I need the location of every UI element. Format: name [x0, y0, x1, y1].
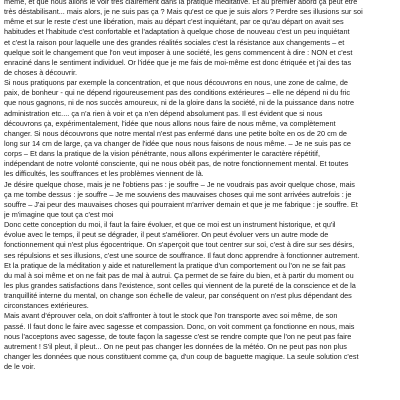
paragraph-line: autrement ! S'il pleut, il pleut... On ne peut pas changer les données de la météo. On ne peut pas non plus — [4, 341, 347, 351]
paragraph-line: je m'imagine que tout ça c'est moi — [4, 209, 114, 219]
paragraph-line: et c'est la raison pour laquelle une des grandes réalités sociales c'est la résistance aux changements – et — [4, 37, 345, 47]
paragraph-line: paix, de bonheur - qui ne dépend rigoureusement pas des conditions extérieures – elle ne dépend ni du fric — [4, 88, 351, 98]
paragraph-line: même et sur le reste c'est une libération, mais au départ c'est inquiétant, par ce qu'au départ on avait ses — [4, 17, 344, 27]
paragraph-line: ça me tombe dessus : je souffre – Je me souviens des mauvaises choses qui me sont arrivées autrefois : je — [4, 189, 352, 199]
paragraph-line: évolue avec le temps, il peut se dégrader, il peut s'améliorer. On peut évoluer vers un autre mode de — [4, 230, 329, 240]
paragraph-line: changer les données que nous constituent comme ça, d'un coup de baguette magique. La seule solution c'est — [4, 351, 359, 361]
paragraph-line: corps – Et dans la pratique de la vision pénétrante, nous allons expérimenter le caractère répétitif, — [4, 149, 320, 159]
paragraph-line: de choses à découvrir. — [4, 67, 78, 77]
paragraph-line: Et la pratique de la méditation y aide et naturellement la pratique d'un comportement ou l'on ne se fait pas — [4, 260, 346, 270]
paragraph-line: indépendant de notre volonté consciente, qui ne nous obéit pas, de notre fonctionnement mental. Et toutes — [4, 159, 349, 169]
paragraph-line: les plus grandes satisfactions dans l'existence, sont celles qui viennent de la pureté de la conscience et de la — [4, 280, 356, 290]
paragraph-line: que nous gagnons, ni de nos succès amoureux, ni de la gloire dans la société, ni de la puissance dans notre — [4, 98, 355, 108]
paragraph-line: de le voir. — [4, 362, 36, 372]
paragraph-line: très déstabilisant... mais alors, je ne suis pas ça ? Mais qu'est ce que je suis alors ? Perdre ses illusions sur soi — [4, 7, 363, 17]
paragraph-line: nous l'acceptons avec sagesse, de toute façon la sagesse c'est se rendre compte que l'on ne peut pas faire — [4, 331, 352, 341]
paragraph-line: administration etc.... ça n'a rien à voir et ça n'en dépend absolument pas. Il est évident que si nous — [4, 108, 323, 118]
paragraph-line: même, et que nous allons le voir très clairement dans la pratique méditative. Et au premier abord ça peut être — [4, 0, 358, 6]
paragraph-line: circonstances extérieures. — [4, 301, 89, 311]
paragraph-line: fonctionnement qui n'est plus égocentrique. On s'aperçoit que tout centrer sur soi, c'est à dire sur ses désirs, — [4, 240, 355, 250]
paragraph-line: enraciné dans le sentiment individuel. Or l'idée que je me fais de moi-même est donc étriquée et j'ai des tas — [4, 57, 352, 67]
paragraph-line: du mal à soi même et on ne fait pas de mal à autrui. Ça permet de se faire du bien, et à partir du moment ou — [4, 270, 354, 280]
paragraph-line: tranquillité interne du mental, on change son échelle de valeur, par conséquent on n'est plus dépendant des — [4, 291, 352, 301]
paragraph-line: Donc cette conception du moi, il faut la faire évoluer, et que ce moi est un instrument historique, et qu'il — [4, 220, 336, 230]
paragraph-line: quelque soit le changement que l'on veut imposer à une société, les gens commencent à dire : NON et c'est — [4, 47, 353, 57]
paragraph-line: changer. Si nous découvrons que notre mental n'est pas enfermé dans une petite boîte en os de 20 cm de — [4, 128, 347, 138]
paragraph-line: souffre – J'ai peur des mauvaises choses qui pourraient m'arriver demain et que je me fabrique : je souffre. Et — [4, 199, 358, 209]
paragraph-line: passé. Il faut donc le faire avec sagesse et compassion. Donc, on voit comment ça fonctionne en nous, mais — [4, 321, 355, 331]
paragraph-line: Je désire quelque chose, mais je ne l'obtiens pas : je souffre – Je ne voudrais pas avoir quelque chose, mais — [4, 179, 355, 189]
paragraph-line: Si nous pratiquons par exemple la concentration, et que nous découvrons en nous, une zone de calme, de — [4, 78, 348, 88]
paragraph-line: les difficultés, les souffrances et les problèmes viennent de là. — [4, 169, 204, 179]
paragraph-line: ses répulsions et ses illusions, c'est une source de souffrance. Il faut donc apprendre à fonctionner autrement. — [4, 250, 360, 260]
paragraph-line: habitudes et l'habitude c'est confortable et l'adaptation à quelque chose de nouveau c'est un peu inquiétant — [4, 27, 350, 37]
paragraph-line: long sur 14 cm de large, ça va changer de l'idée que nous nous faisons de nous même. – Je ne suis pas ce — [4, 138, 351, 148]
paragraph-line: Mais avant d'éprouver cela, on doit s'affronter à tout le stock que l'on transporte avec soi même, de son — [4, 311, 338, 321]
document-body-text — [4, 0, 396, 372]
paragraph-line: découvrons ça, expérimentalement, l'idée que nous allons nous faire de nous même, va complètement — [4, 118, 336, 128]
